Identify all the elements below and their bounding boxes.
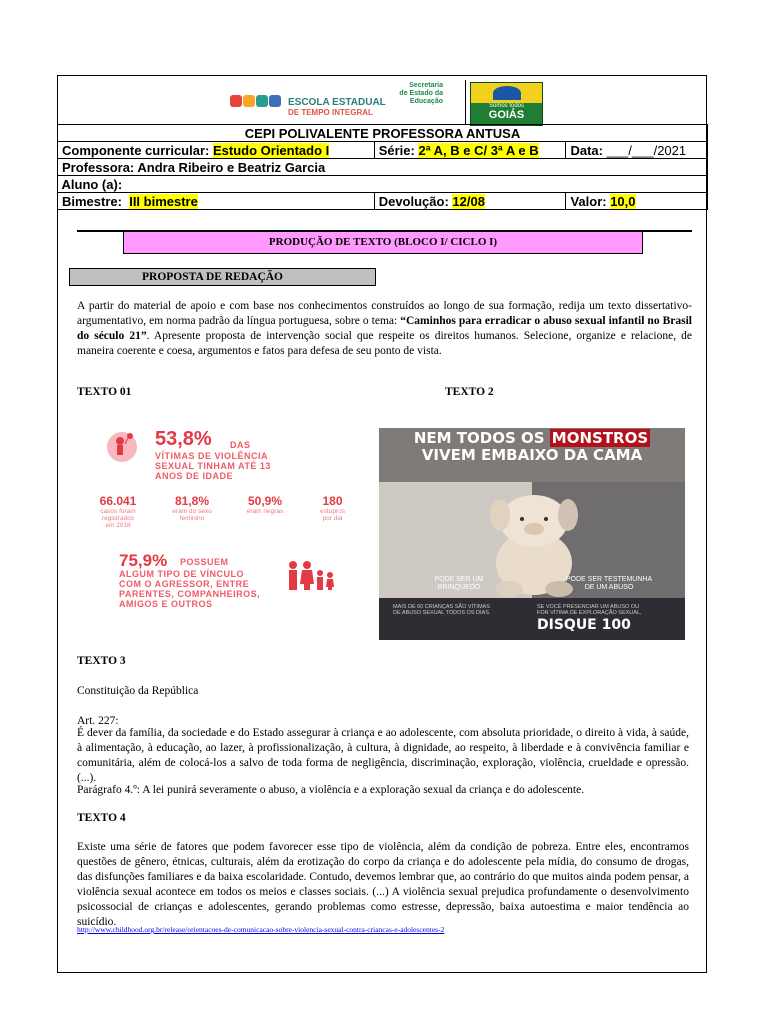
bimestre-value: III bimestre <box>129 193 198 209</box>
poster-headline <box>379 428 685 482</box>
componente-label: Componente curricular: <box>62 142 210 158</box>
constituicao-title: Constituição da República <box>77 685 199 697</box>
professora-cell: Professora: Andra Ribeiro e Beatriz Garcia <box>58 159 708 176</box>
poster-bottom-left1: MAIS DE 60 CRIANÇAS SÃO VÍTIMAS <box>393 604 490 610</box>
school-logo-icon <box>230 94 285 112</box>
pct2-text2: COM O AGRESSOR, ENTRE <box>119 579 250 589</box>
stats-row <box>85 494 365 540</box>
proposta-tema: “Caminhos para erradicar o abuso sexual infantil no Brasil do século 21” <box>77 315 692 342</box>
data-label: Data: <box>570 142 603 158</box>
pct2-text3: PARENTES, COMPANHEIROS, <box>119 589 261 599</box>
stat-item <box>93 494 143 529</box>
componente-cell <box>58 142 375 159</box>
serie-cell <box>374 142 566 159</box>
aluno-cell: Aluno (a): <box>58 176 708 193</box>
disque-100: DISQUE 100 <box>537 617 631 633</box>
devolucao-value: 12/08 <box>452 193 485 209</box>
poster-image <box>379 428 685 640</box>
devolucao-label: Devolução: <box>378 193 449 209</box>
secretaria-name <box>388 82 443 106</box>
stat-item <box>240 494 290 515</box>
stat-label: registrados <box>101 515 135 522</box>
stat-value: 81,8% <box>174 494 210 508</box>
data-value: ___/___/2021 <box>606 142 687 158</box>
poster-cap-left1: PODE SER UM <box>434 576 484 583</box>
art-text: É dever da família, da sociedade e do Estado assegurar à criança e ao adolescente, com absoluta prioridade, o direito à vida, à saúde, à alimentação, à educação, ao lazer, à profissionalização, à cultura, à dignidade, ao respeito, à liberdade e à convivência familiar e comunitária, além de colocá-los a salvo de toda forma de negligência, discriminação, exploração, violência, crueldade e opressão. (...). <box>77 727 689 784</box>
poster-bottom-right2: FOR VÍTIMA DE EXPLORAÇÃO SEXUAL, <box>537 610 642 616</box>
infographic <box>85 422 365 622</box>
texto4-label: TEXTO 4 <box>77 812 126 824</box>
devolucao-cell <box>374 193 566 210</box>
serie-label: Série: <box>378 142 415 158</box>
stat-label: eram negras <box>246 508 284 515</box>
poster-line2: VIVEM EMBAIXO DA CAMA <box>421 446 643 464</box>
header-divider <box>465 80 466 125</box>
poster-cap-left2: BRINQUEDO <box>437 584 481 591</box>
pct2-text1: ALGUM TIPO DE VÍNCULO <box>119 569 244 579</box>
goias-logo <box>470 82 543 126</box>
pct1-das: DAS <box>230 440 251 450</box>
info-table <box>57 124 708 210</box>
pct2-value: 75,9% <box>119 551 168 570</box>
stat-value: 50,9% <box>247 494 283 508</box>
stat-item <box>310 494 355 522</box>
bimestre-label: Bimestre: <box>62 193 122 209</box>
proposta-part2: . Apresente proposta de intervenção social que respeite os direitos humanos. Selecione, organize e relacione, de maneira coerente e coesa, argumentos e fatos para defesa de seu ponto de vista. <box>77 330 693 357</box>
texto1-label: TEXTO 01 <box>77 386 132 398</box>
texto4-text: Existe uma série de fatores que podem favorecer esse tipo de violência, além da condição de pobreza. Entre eles, encontramos questões de gênero, étnicas, culturais, além da erotização do corpo da criança e do adolescente pela mídia, do consumo de drogas, das disfunções familiares e da baixa escolaridade. Contudo, devemos lembrar que, ao contrário do que muitos ainda podem pensar, a violência sexual acontece em todos os meios e classes sociais. (...) A violência sexual prejudica profundamente o desenvolvimento psicossocial de crianças e adolescentes, gerando problemas como estresse, depressão, baixa autoestima e maior tendência ao suicídio. <box>77 841 689 928</box>
componente-value: Estudo Orientado I <box>212 142 330 158</box>
paragrafo-text: Parágrafo 4.º: A lei punirá severamente o abuso, a violência e a exploração sexual da criança e do adolescente. <box>77 784 585 796</box>
school-name-line2: DE TEMPO INTEGRAL <box>288 108 373 117</box>
stat-value: 180 <box>322 494 343 508</box>
stat-label: em 2018 <box>105 522 131 529</box>
source-link[interactable]: http://www.childhood.org.br/release/orientacoes-de-comunicacao-sobre-violencia-sexual-contra-criancas-e-adolescentes-2 <box>77 925 445 934</box>
stat-label: por dia <box>322 515 343 522</box>
secretaria-line1: Secretaria <box>409 82 443 89</box>
family-icon <box>285 560 335 597</box>
pct1-text1: VÍTIMAS DE VIOLÊNCIA <box>155 451 269 461</box>
art-label: Art. 227: <box>77 715 119 727</box>
poster-cap-right2: DE UM ABUSO <box>584 584 634 591</box>
poster-line1b: MONSTROS <box>551 429 649 447</box>
school-name <box>288 98 386 118</box>
serie-value: 2ª A, B e C/ 3ª A e B <box>418 142 539 158</box>
poster-caption-left <box>409 576 509 592</box>
pct1-text2: SEXUAL TINHAM ATÉ 13 <box>155 461 271 471</box>
pct2-word: POSSUEM <box>180 557 229 567</box>
valor-cell <box>566 193 708 210</box>
proposta-title: PROPOSTA DE REDAÇÃO <box>69 268 376 286</box>
stat-label: feminino <box>179 515 205 522</box>
proposta-part1: A partir do material de apoio e com base nos conhecimentos construídos ao longo de sua formação, redija um texto dissertativo-argumentativo, em norma padrão da língua portuguesa, sobre o tema: <box>77 300 692 327</box>
poster-bottom-right <box>537 604 642 616</box>
girl-balloon-icon <box>107 432 137 462</box>
poster-bottom-right1: SE VOCÊ PRESENCIAR UM ABUSO OU <box>537 604 640 610</box>
stat-label: casos foram <box>100 508 136 515</box>
pct1-value: 53,8% <box>155 428 212 450</box>
secretaria-line3: Educação <box>409 98 443 105</box>
valor-label: Valor: <box>570 193 607 209</box>
bimestre-cell <box>58 193 375 210</box>
valor-value: 10,0 <box>610 193 636 209</box>
poster-footer <box>379 598 685 640</box>
poster-cap-right1: PODE SER TESTEMUNHA <box>565 576 653 583</box>
poster-bottom-left <box>393 604 490 616</box>
institution-name: CEPI POLIVALENTE PROFESSORA ANTUSA <box>58 125 708 142</box>
pct1-text3: ANOS DE IDADE <box>155 471 234 481</box>
data-cell <box>566 142 708 159</box>
section-title: PRODUÇÃO DE TEXTO (BLOCO I/ CICLO I) <box>123 231 643 254</box>
pct2-text4: AMIGOS E OUTROS <box>119 599 213 609</box>
poster-bottom-left2: DE ABUSO SEXUAL TODOS OS DIAS. <box>393 610 491 616</box>
school-name-line1: ESCOLA ESTADUAL <box>288 97 386 108</box>
stat-label: estupros <box>320 508 345 515</box>
goias-big-text: GOIÁS <box>488 109 525 121</box>
texto2-label: TEXTO 2 <box>445 386 494 398</box>
goias-flag-icon <box>471 83 542 103</box>
stat-item <box>167 494 217 522</box>
proposta-text <box>77 299 692 359</box>
secretaria-line2: de Estado da <box>399 90 443 97</box>
texto3-label: TEXTO 3 <box>77 655 126 667</box>
goias-small-text: Somos todos <box>488 103 525 109</box>
poster-caption-right <box>554 576 664 592</box>
poster-line1a: NEM TODOS OS <box>413 429 550 447</box>
stat-value: 66.041 <box>99 494 137 508</box>
stat-label: eram do sexo <box>172 508 212 515</box>
